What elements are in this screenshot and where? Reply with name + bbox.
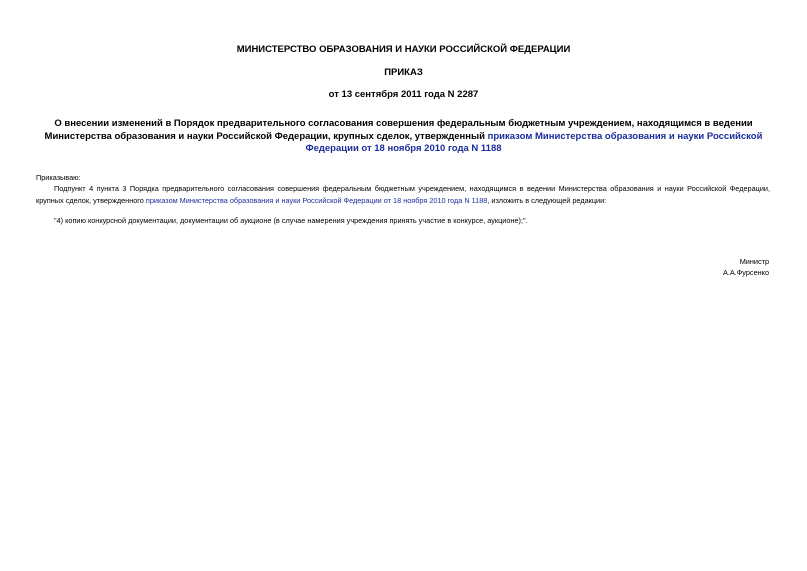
paragraph-order-link[interactable]: приказом Министерства образования и науки Российской Федерации от 18 ноября 2010 года N 1188	[145, 195, 488, 205]
signatory-name: А.А.Фурсенко	[722, 268, 769, 277]
body-paragraph	[36, 183, 770, 206]
subject-order-link[interactable]: приказом Министерства образования и науки Российской Федерации от 18 ноября 2010 года N 1188	[305, 130, 763, 154]
paragraph-text: Подпункт 4 пункта 3 Порядка предварительного согласования совершения федеральным бюджетным учреждением, находящимся в ведении Министерства образования и науки Российской Федерации, крупных сделок, утвержденного	[36, 184, 770, 205]
amendment-quote: "4) копию конкурсной документации, документации об аукционе (в случае намерения учреждения принять участие в конкурсе, аукционе);".	[54, 216, 528, 225]
document-date-number: от 13 сентября 2011 года N 2287	[328, 89, 479, 100]
paragraph-text-end: , изложить в следующей редакции:	[487, 195, 607, 205]
decree-label: Приказываю:	[36, 173, 81, 182]
subject-text: О внесении изменений в Порядок предварительного согласования совершения федеральным бюджетным учреждением, находящимся в ведении Министерства образования и науки Российской Федерации, крупных сделок, утвержденный	[44, 118, 753, 142]
document-type: ПРИКАЗ	[384, 67, 423, 78]
ministry-heading: МИНИСТЕРСТВО ОБРАЗОВАНИЯ И НАУКИ РОССИЙСКОЙ ФЕДЕРАЦИИ	[236, 44, 571, 55]
signatory-title: Министр	[739, 257, 769, 266]
document-subject	[36, 118, 771, 156]
